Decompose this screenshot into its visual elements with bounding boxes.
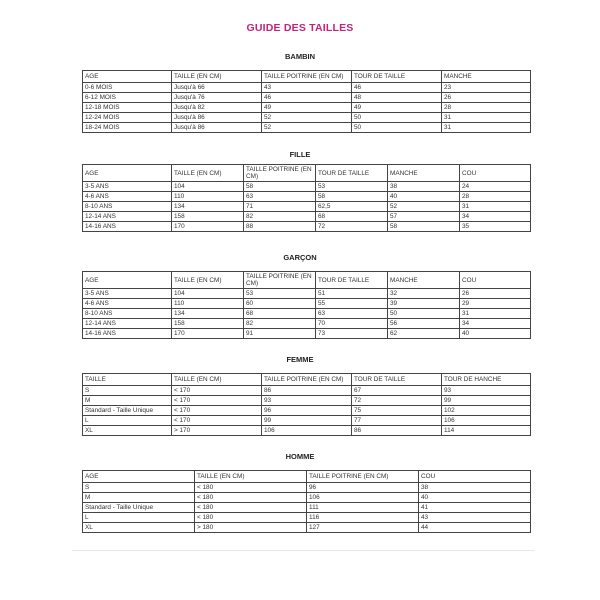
table-cell: 104 (172, 182, 244, 192)
page-title: GUIDE DES TAILLES (246, 22, 354, 34)
table-cell: 62,5 (316, 202, 388, 212)
table-row (83, 222, 531, 232)
header-cell: TAILLE POITRINE (EN CM) (262, 374, 352, 386)
table-cell: 3-5 ANS (83, 289, 172, 299)
table-cell: 8-10 ANS (83, 309, 172, 319)
table-cell: Jusqu'à 82 (172, 103, 262, 113)
table-row (83, 319, 531, 329)
table-row (83, 299, 531, 309)
table-cell: 40 (419, 493, 531, 503)
table-cell: 52 (262, 113, 352, 123)
table-cell: 75 (352, 406, 442, 416)
table-cell: 49 (352, 103, 442, 113)
table-cell: 86 (262, 386, 352, 396)
table-cell: 93 (442, 386, 531, 396)
header-cell: TAILLE (EN CM) (172, 374, 262, 386)
table-cell: 12-14 ANS (83, 212, 172, 222)
table-cell: 73 (316, 329, 388, 339)
table-row (83, 202, 531, 212)
table-row (83, 416, 531, 426)
table-row (83, 192, 531, 202)
section-title-bambin: BAMBIN (285, 52, 315, 61)
table-cell: Jusqu'à 66 (172, 83, 262, 93)
table-header-row (83, 165, 531, 182)
header-cell: TOUR DE TAILLE (352, 374, 442, 386)
table-cell: 35 (460, 222, 531, 232)
table-cell: 50 (352, 123, 442, 133)
table-row (83, 212, 531, 222)
header-cell: COU (460, 165, 531, 182)
header-cell: TAILLE (EN CM) (172, 165, 244, 182)
header-cell: MANCHE (442, 71, 531, 83)
table-cell: 104 (172, 289, 244, 299)
table-cell: 49 (262, 103, 352, 113)
table-cell: 82 (244, 319, 316, 329)
table-cell: 106 (307, 493, 419, 503)
table-cell: 116 (307, 513, 419, 523)
table-row (83, 182, 531, 192)
header-cell: TAILLE (EN CM) (172, 272, 244, 289)
table-cell: 46 (352, 83, 442, 93)
table-cell: 46 (262, 93, 352, 103)
header-cell: TOUR DE HANCHE (442, 374, 531, 386)
table-cell: 50 (388, 309, 460, 319)
table-cell: 31 (442, 123, 531, 133)
header-cell: TAILLE POITRINE (EN CM) (307, 471, 419, 483)
table-cell: 58 (388, 222, 460, 232)
table-cell: 14-16 ANS (83, 222, 172, 232)
table-cell: 12-18 MOIS (83, 103, 172, 113)
table-cell: < 180 (195, 513, 307, 523)
section-title-fille: FILLE (289, 150, 311, 159)
table-cell: L (83, 416, 172, 426)
table-row (83, 329, 531, 339)
header-cell: TAILLE (EN CM) (195, 471, 307, 483)
table-cell: 31 (460, 309, 531, 319)
table-row (83, 93, 531, 103)
table-row (83, 386, 531, 396)
table-cell: 14-16 ANS (83, 329, 172, 339)
header-cell: TAILLE (83, 374, 172, 386)
header-cell: TAILLE POITRINE (EN CM) (244, 272, 316, 289)
table-cell: 39 (388, 299, 460, 309)
section-title-femme: FEMME (286, 355, 314, 364)
table-cell: > 170 (172, 426, 262, 436)
section-title-homme: HOMME (285, 452, 315, 461)
table-cell: 12-14 ANS (83, 319, 172, 329)
table-cell: 23 (442, 83, 531, 93)
table-row (83, 309, 531, 319)
table-cell: 56 (388, 319, 460, 329)
header-cell: MANCHE (388, 165, 460, 182)
table-cell: Standard - Taille Unique (83, 503, 195, 513)
table-cell: < 170 (172, 406, 262, 416)
table-cell: 58 (316, 192, 388, 202)
table-cell: 68 (316, 212, 388, 222)
table-cell: 111 (307, 503, 419, 513)
table-cell: 63 (316, 309, 388, 319)
table-row (83, 503, 531, 513)
table-cell: 99 (442, 396, 531, 406)
table-cell: S (83, 483, 195, 493)
table-cell: 28 (442, 103, 531, 113)
header-cell: COU (419, 471, 531, 483)
table-cell: 4-6 ANS (83, 192, 172, 202)
table-cell: 4-6 ANS (83, 299, 172, 309)
table-cell: 58 (244, 182, 316, 192)
section-title-garcon: GARÇON (283, 253, 317, 262)
table-cell: 57 (388, 212, 460, 222)
table-cell: 38 (388, 182, 460, 192)
table-row (83, 289, 531, 299)
table-cell: 60 (244, 299, 316, 309)
table-header-row (83, 374, 531, 386)
table-cell: 70 (316, 319, 388, 329)
table-cell: 170 (172, 222, 244, 232)
table-cell: < 180 (195, 493, 307, 503)
table-cell: < 180 (195, 503, 307, 513)
table-cell: 114 (442, 426, 531, 436)
table-cell: 170 (172, 329, 244, 339)
table-cell: 28 (460, 192, 531, 202)
table-row (83, 523, 531, 533)
table-cell: 53 (244, 289, 316, 299)
header-cell: AGE (83, 165, 172, 182)
table-cell: 8-10 ANS (83, 202, 172, 212)
table-cell: 106 (262, 426, 352, 436)
table-cell: 0-6 MOIS (83, 83, 172, 93)
table-row (83, 513, 531, 523)
table-cell: 71 (244, 202, 316, 212)
table-cell: 52 (262, 123, 352, 133)
table-cell: 40 (388, 192, 460, 202)
table-cell: 32 (388, 289, 460, 299)
header-cell: AGE (83, 71, 172, 83)
table-cell: 18-24 MOIS (83, 123, 172, 133)
table-cell: 24 (460, 182, 531, 192)
table-cell: L (83, 513, 195, 523)
table-cell: 43 (419, 513, 531, 523)
table-cell: 110 (172, 299, 244, 309)
table-cell: 34 (460, 212, 531, 222)
table-cell: Jusqu'à 76 (172, 93, 262, 103)
table-row (83, 483, 531, 493)
table-cell: 99 (262, 416, 352, 426)
header-cell: COU (460, 272, 531, 289)
table-cell: XL (83, 523, 195, 533)
table-cell: 6-12 MOIS (83, 93, 172, 103)
table-cell: < 170 (172, 396, 262, 406)
footer-divider (72, 550, 534, 551)
table-cell: 158 (172, 319, 244, 329)
table-cell: 86 (352, 426, 442, 436)
size-table-garcon (82, 271, 531, 339)
table-cell: 51 (316, 289, 388, 299)
table-cell: 12-24 MOIS (83, 113, 172, 123)
table-cell: 93 (262, 396, 352, 406)
table-cell: 31 (442, 113, 531, 123)
table-header-row (83, 71, 531, 83)
table-cell: 102 (442, 406, 531, 416)
table-cell: 41 (419, 503, 531, 513)
header-cell: AGE (83, 471, 195, 483)
table-cell: 63 (244, 192, 316, 202)
table-cell: 77 (352, 416, 442, 426)
table-cell: M (83, 396, 172, 406)
table-header-row (83, 272, 531, 289)
table-cell: < 170 (172, 416, 262, 426)
header-cell: TAILLE POITRINE (EN CM) (244, 165, 316, 182)
table-cell: 48 (352, 93, 442, 103)
table-cell: < 180 (195, 483, 307, 493)
table-cell: 88 (244, 222, 316, 232)
table-row (83, 396, 531, 406)
table-cell: 38 (419, 483, 531, 493)
table-row (83, 123, 531, 133)
header-cell: AGE (83, 272, 172, 289)
table-cell: XL (83, 426, 172, 436)
table-cell: 67 (352, 386, 442, 396)
header-cell: TOUR DE TAILLE (316, 272, 388, 289)
table-cell: 62 (388, 329, 460, 339)
table-row (83, 83, 531, 93)
table-cell: 44 (419, 523, 531, 533)
header-cell: MANCHE (388, 272, 460, 289)
header-cell: TOUR DE TAILLE (316, 165, 388, 182)
table-cell: 158 (172, 212, 244, 222)
size-table-fille (82, 164, 531, 232)
table-cell: 82 (244, 212, 316, 222)
table-cell: M (83, 493, 195, 503)
size-table-bambin (82, 70, 531, 133)
table-cell: 52 (388, 202, 460, 212)
size-table-femme (82, 373, 531, 436)
table-cell: 26 (442, 93, 531, 103)
table-cell: Jusqu'à 86 (172, 123, 262, 133)
table-cell: 34 (460, 319, 531, 329)
table-cell: 127 (307, 523, 419, 533)
table-row (83, 426, 531, 436)
table-cell: 55 (316, 299, 388, 309)
table-cell: > 180 (195, 523, 307, 533)
table-row (83, 103, 531, 113)
header-cell: TAILLE POITRINE (EN CM) (262, 71, 352, 83)
table-cell: 3-5 ANS (83, 182, 172, 192)
table-row (83, 406, 531, 416)
table-cell: 72 (352, 396, 442, 406)
table-cell: < 170 (172, 386, 262, 396)
table-cell: 50 (352, 113, 442, 123)
table-row (83, 113, 531, 123)
table-cell: 72 (316, 222, 388, 232)
table-cell: 43 (262, 83, 352, 93)
table-cell: 134 (172, 309, 244, 319)
table-row (83, 493, 531, 503)
table-cell: 29 (460, 299, 531, 309)
table-cell: 68 (244, 309, 316, 319)
table-cell: S (83, 386, 172, 396)
table-cell: 40 (460, 329, 531, 339)
table-cell: Jusqu'à 86 (172, 113, 262, 123)
table-cell: 106 (442, 416, 531, 426)
table-cell: 31 (460, 202, 531, 212)
table-cell: 134 (172, 202, 244, 212)
table-cell: 110 (172, 192, 244, 202)
table-header-row (83, 471, 531, 483)
header-cell: TOUR DE TAILLE (352, 71, 442, 83)
size-table-homme (82, 470, 531, 533)
table-cell: 96 (262, 406, 352, 416)
table-cell: 53 (316, 182, 388, 192)
table-cell: 96 (307, 483, 419, 493)
table-cell: 91 (244, 329, 316, 339)
table-cell: 26 (460, 289, 531, 299)
table-cell: Standard - Taille Unique (83, 406, 172, 416)
header-cell: TAILLE (EN CM) (172, 71, 262, 83)
